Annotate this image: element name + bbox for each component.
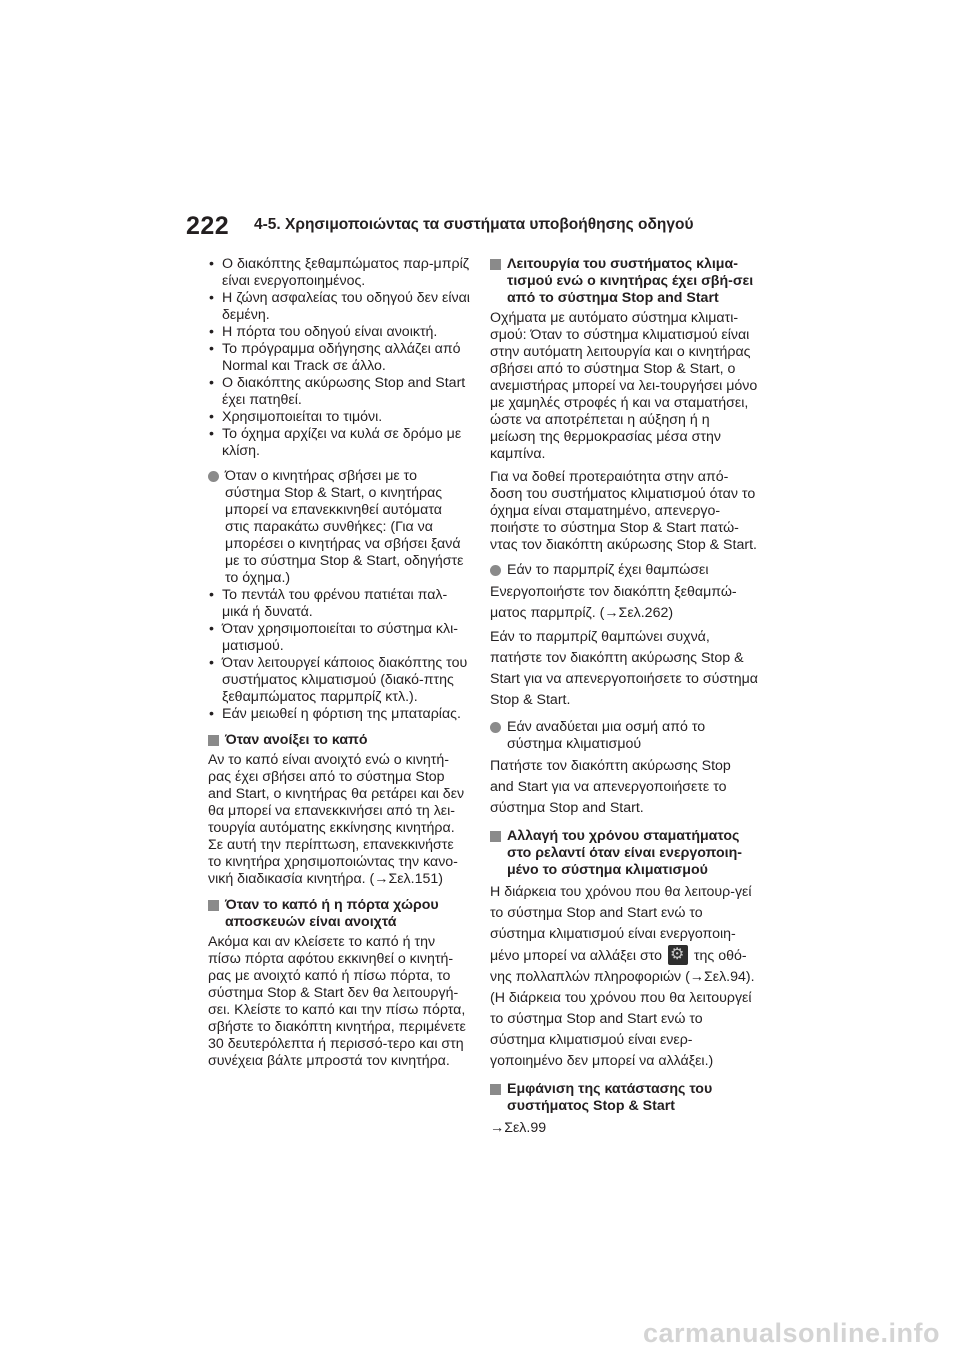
section-text: Πατήστε τον διακόπτη ακύρωσης Stop and Start για να απενεργοποιήσετε το σύστημα Stop and Start. (490, 758, 731, 816)
square-bullet-icon (490, 831, 501, 842)
left-column (208, 256, 470, 1070)
list-item: • Ο διακόπτης ακύρωσης Stop and Start έχει πατηθεί. (208, 375, 470, 409)
section-text: Εάν το παρμπρίζ θαμπώνει συχνά, πατήστε τον διακόπτη ακύρωσης Stop & Start για να απενεργοποιήσετε το σύστημα Stop & Start. (490, 629, 758, 708)
list-item: • Η ζώνη ασφαλείας του οδηγού δεν είναι δεμένη. (208, 290, 470, 324)
circle-bullet-icon (490, 565, 501, 576)
right-column (490, 256, 758, 1139)
watermark: carmanualsonline.info (642, 1318, 940, 1348)
section-text: Αν το καπό είναι ανοιχτό ενώ ο κινητή-ρας έχει σβήσει από το σύστημα Stop and Start, ο κινητήρας θα ρετάρει και δεν θα μπορεί να επανεκκινήσει από τη λει-τουργία αυτόματης εκκίνησης κινητήρα. Σε αυτή την περίπτωση, επανεκκινήστε το κινητήρα χρησιμοποιώντας την κανο-νική διαδικασία κινητήρα. (→Σελ.151) (208, 752, 465, 887)
list-item: • Ο διακόπτης ξεθαμπώματος παρ-μπρίζ είναι ενεργοποιημένος. (208, 256, 470, 290)
circle-bullet-icon (208, 471, 219, 482)
section-text: Η διάρκεια του χρόνου που θα λειτουρ-γεί το σύστημα Stop and Start ενώ το σύστημα κλιματισμού είναι ενεργοποιη-μένο μπορεί να αλλάξει στο ⚙ της οθό-νης πολλαπλών πληροφοριών (→Σελ.94). (Η διάρκεια του χρόνου που θα λειτουργεί το σύστημα Stop and Start ενώ το σύστημα κλιματισμού είναι ενερ-γοποιημένο δεν μπορεί να αλλάξει.) (490, 882, 758, 1072)
section-heading: Εμφάνιση της κατάστασης του συστήματος Stop & Start (490, 1081, 758, 1115)
square-bullet-icon (208, 735, 219, 746)
list-item: • Όταν χρησιμοποιείται το σύστημα κλι-ματισμού. (208, 621, 470, 655)
list-item: • Εάν μειωθεί η φόρτιση της μπαταρίας. (208, 706, 470, 723)
settings-gear-icon (668, 945, 688, 965)
list-item: • Χρησιμοποιείται το τιμόνι. (208, 409, 470, 426)
section-text: Για να δοθεί προτεραιότητα στην από-δοση του συστήματος κλιματισμού όταν το όχημα είναι σταματημένο, απενεργο-ποιήστε το σύστημα Stop & Start πατώ-ντας τον διακόπτη ακύρωσης Stop & Start. (490, 469, 757, 553)
section-text: Ακόμα και αν κλείσετε το καπό ή την πίσω πόρτα αφότου εκκινηθεί ο κινητή-ρας με ανοιχτό καπό ή πίσω πόρτα, το σύστημα Stop & Start δεν θα λειτουργή-σει. Κλείστε το καπό και την πίσω πόρτα, σβήστε το διακόπτη κινητήρα, περιμένετε 30 δευτερόλεπτα ή περισσό-τερο και στη συνέχεια βάλτε μπροστά τον κινητήρα. (208, 934, 466, 1069)
list-item: • Το πεντάλ του φρένου πατιέται παλ-μικά ή δυνατά. (208, 587, 470, 621)
restart-conditions-list (208, 587, 470, 723)
square-bullet-icon (208, 900, 219, 911)
page-header (186, 212, 746, 242)
section-heading: Αλλαγή του χρόνου σταματήματος στο ρελαντί όταν είναι ενεργοποιη-μένο το σύστημα κλιματισμού (490, 828, 758, 879)
section-heading: Λειτουργία του συστήματος κλιμα-τισμού ενώ ο κινητήρας έχει σβή-σει από το σύστημα Stop and Start (490, 256, 758, 307)
list-item: • Όταν λειτουργεί κάποιος διακόπτης του συστήματος κλιματισμού (διακό-πτης ξεθαμπώματος παρμπρίζ κτλ.). (208, 655, 470, 706)
odor-note: Εάν αναδύεται μια οσμή από το σύστημα κλιματισμού (490, 719, 758, 753)
list-item: • Η πόρτα του οδηγού είναι ανοικτή. (208, 324, 470, 341)
page-reference: →Σελ.99 (490, 1120, 547, 1136)
restart-conditions-text: Όταν ο κινητήρας σβήσει με το σύστημα Stop & Start, ο κινητήρας μπορεί να επανεκκινηθεί αυτόματα στις παρακάτω συνθήκες: (Για να μπορέσει ο κινητήρας να σβήσει ξανά με το σύστημα Stop & Start, οδηγήστε το όχημα.) (225, 468, 464, 586)
page-number: 222 (186, 212, 230, 240)
list-item: • Το όχημα αρχίζει να κυλά σε δρόμο με κλίση. (208, 426, 470, 460)
section-heading: Όταν το καπό ή η πόρτα χώρου αποσκευών είναι ανοιχτά (208, 897, 470, 931)
square-bullet-icon (490, 1084, 501, 1095)
section-text: Οχήματα με αυτόματο σύστημα κλιματι-σμού: Όταν το σύστημα κλιματισμού είναι στην αυτόματη λειτουργία και ο κινητήρας σβήσει από το σύστημα Stop & Start, ο ανεμιστήρας μπορεί να λει-τουργήσει μόνο με χαμηλές στροφές ή και να σταματήσει, ώστε να αποτρέπεται η αύξηση ή η μείωση της θερμοκρασίας μέσα στην καμπίνα. (490, 310, 758, 462)
restart-conditions (208, 468, 470, 723)
section-text: Ενεργοποιήστε τον διακόπτη ξεθαμπώ-ματος παρμπρίζ. (→Σελ.262) (490, 584, 737, 621)
circle-bullet-icon (490, 722, 501, 733)
list-item: • Το πρόγραμμα οδήγησης αλλάζει από Normal και Track σε άλλο. (208, 341, 470, 375)
square-bullet-icon (490, 259, 501, 270)
chapter-title: 4-5. Χρησιμοποιώντας τα συστήματα υποβοήθησης οδηγού (254, 216, 694, 233)
fog-note: Εάν το παρμπρίζ έχει θαμπώσει (490, 562, 758, 579)
section-heading: Όταν ανοίξει το καπό (208, 732, 470, 749)
